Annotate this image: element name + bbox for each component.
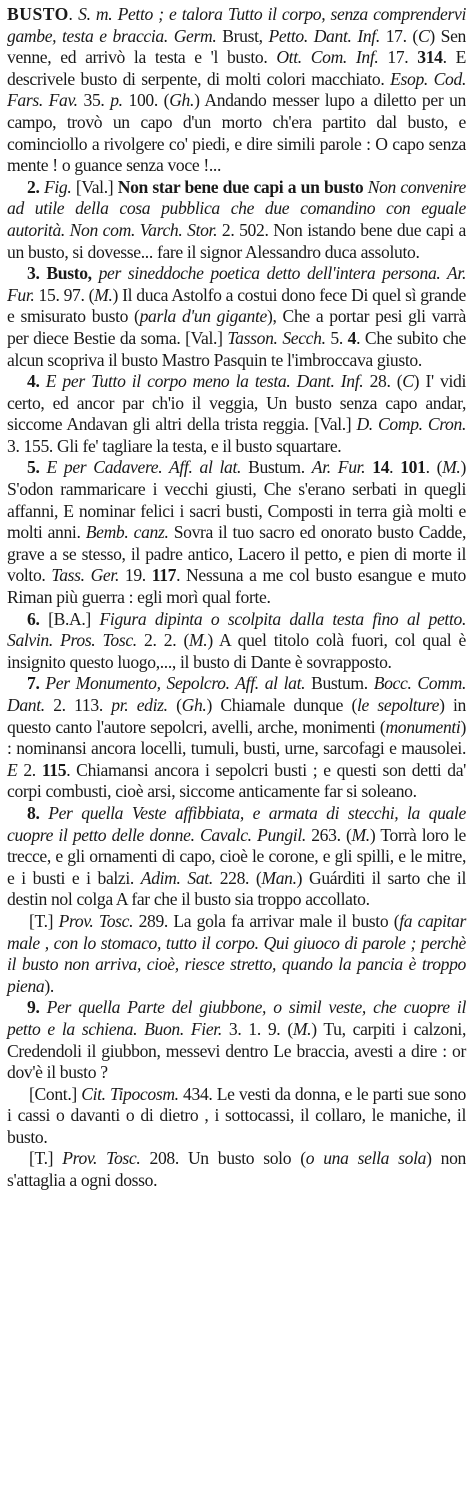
entry-text-segment: M. — [442, 457, 461, 478]
proverb-paragraph — [7, 911, 466, 997]
entry-text-segment: o una sella sola — [305, 1148, 427, 1169]
entry-text-segment: 2. 113. — [53, 695, 112, 715]
entry-text-segment: Gh. — [169, 90, 195, 111]
entry-text-segment: ) in questo canto l'autore sepolcri, avelli, arche, monimenti ( — [7, 695, 466, 737]
entry-text-segment: . E descrivele busto di serpente, di molti colori macchiato. — [7, 47, 467, 89]
sense-number: 7. — [27, 673, 40, 694]
entry-text-segment: C — [402, 371, 414, 392]
entry-text-segment: 2. 502. Non istando bene due capi a un busto, si dovesse... fare il signor Alessandro duca assoluto. — [7, 219, 467, 262]
sense-number: 8. — [27, 802, 40, 823]
entry-text-segment: Bustum. — [248, 457, 312, 478]
entry-text-segment: 17. — [387, 47, 418, 68]
sense-paragraph — [7, 609, 466, 674]
entry-text-segment: E per Cadavere. Aff. al lat. — [39, 457, 249, 478]
entry-text-segment: 2. — [23, 759, 42, 780]
entry-text-segment: E per Tutto il corpo meno la testa. Dant. Inf. — [39, 371, 370, 392]
entry-text-segment: . Che subito che alcun scopriva il busto Mastro Pasquin te l'imbroccava giusto. — [7, 327, 467, 370]
entry-text-segment: 117 — [151, 565, 177, 586]
entry-text-segment: 35. — [83, 90, 111, 111]
entry-text-segment: Figura dipinta o scolpita dalla testa fino al petto. Salvin. Pros. Tosc. — [7, 608, 467, 651]
entry-text-segment: M. — [94, 284, 113, 305]
entry-text-segment: Per quella Veste affibbiata, e armata di stecchi, la quale cuopre il petto delle donne. Cavalc. Pungil. — [7, 802, 466, 845]
entry-text-segment: Sovra il tuo sacro ed onorato busto Cadde, grave a se stesso, il padre antico, Lacero il petto, e pien di morte il volto. — [7, 522, 467, 586]
entry-text-segment: 28. ( — [369, 371, 403, 392]
entry-text-segment: [T.] — [29, 1148, 63, 1169]
sense-paragraph — [7, 177, 466, 263]
entry-text-segment: Prov. Tosc. — [62, 1148, 150, 1169]
entry-text-segment: Adim. Sat. — [140, 867, 220, 888]
entry-text-segment: Prov. Tosc. — [58, 910, 139, 931]
entry-text-segment: C — [417, 25, 430, 46]
entry-definition-head — [7, 4, 466, 177]
sense-number: 6. — [27, 608, 40, 629]
entry-text-segment: fa capitar male , con lo stomaco, tutto il corpo. Qui giuoco di parole ; perchè il busto non arriva, cioè, riesce stretto, quando la pancia è troppo piena — [7, 910, 466, 996]
entry-text-segment: 3. 1. 9. ( — [228, 1018, 293, 1039]
proverb-paragraph — [7, 1148, 466, 1191]
entry-text-segment: 4 — [347, 327, 357, 348]
entry-text-segment: 101 — [400, 457, 426, 478]
entry-text-segment: Man. — [261, 867, 297, 888]
sense-number: 3. — [27, 263, 40, 284]
entry-text-segment: Brust, — [222, 25, 269, 46]
entry-text-segment: p. — [110, 90, 129, 111]
entry-text-segment: 19. — [124, 565, 152, 586]
entry-text-segment: E — [7, 759, 24, 780]
entry-text-segment: ) I' vidi certo, ed ancor par ch'io il veggia, Un busto senza capo andar, siccome Andavan gli altri della trista reggia. [Val.] — [7, 371, 466, 435]
sense-paragraph — [7, 263, 466, 371]
entry-text-segment: ) Chiamale dunque ( — [206, 695, 357, 715]
entry-text-segment: Bemb. canz. — [85, 522, 174, 543]
entry-text-segment: parla d'un gigante — [139, 306, 268, 327]
entry-text-segment: ), Che a portar pesi gli varrà per diece Bestie da soma. [Val.] — [7, 306, 466, 348]
sense-paragraph — [7, 673, 466, 803]
entry-text-segment: ) Andando messer lupo a diletto per un campo, trovò un capo d'un morto ch'era partito dal busto, e cominciollo a rivolgere co' piedi, e dire simili parole : O capo senza mente ! o guance senza voce !... — [7, 90, 467, 176]
entry-text-segment: 2. 2. ( — [144, 630, 189, 651]
entry-text-segment: M. — [351, 824, 370, 845]
sense-number: 5. — [27, 457, 40, 478]
sense-number: 2. — [27, 176, 40, 197]
entry-text-segment: Non star bene due capi a un busto — [117, 176, 368, 197]
entry-text-segment: 100. ( — [128, 90, 170, 111]
entry-text-segment: Bustum. — [311, 673, 374, 694]
entry-text-segment: ) Guárditi il sarto che il destin nol colga A far che il busto sia troppo accollato. — [7, 867, 466, 910]
headword: BUSTO — [7, 4, 69, 24]
entry-text-segment: ( — [176, 695, 182, 715]
entry-text-segment: 208. Un busto solo ( — [149, 1148, 306, 1169]
entry-text-segment: 434. Le vesti da donna, e le parti sue sono i cassi o davanti o di dietro , i sottocassi, il collaro, le maniche, il busto. — [7, 1083, 466, 1147]
entry-text-segment: 289. La gola fa arrivar male il busto ( — [138, 910, 400, 931]
entry-text-segment: ) non s'attaglia a ogni dosso. — [7, 1148, 466, 1191]
entry-text-segment: Gh. — [181, 695, 207, 715]
entry-text-segment: [Val.] — [75, 176, 118, 197]
entry-text-segment: 17. ( — [385, 25, 418, 46]
sense-number: 9. — [27, 997, 40, 1018]
entry-text-segment: Per Monumento, Sepolcro. Aff. al lat. — [39, 673, 312, 694]
entry-text-segment: ) A quel titolo colà fuori, col qual è insignito questo luogo,..., il busto di Dante è sovrapposto. — [7, 630, 466, 672]
sense-paragraph — [7, 997, 466, 1083]
entry-text-segment: . Chiamansi ancora i sepolcri busti ; e questi son detti da' corpi combusti, cioè arsi, siccome anticamente far si soleano. — [7, 759, 467, 802]
entry-text-segment: 3. 155. Gli fe' tagliare la testa, e il busto squartare. — [7, 435, 342, 456]
entry-text-segment: . ( — [425, 457, 443, 478]
entry-text-segment: [T.] — [29, 910, 59, 931]
entry-text-segment: [Cont.] — [29, 1083, 82, 1104]
entry-text-segment: 14 — [372, 457, 390, 478]
sense-paragraph — [7, 457, 466, 608]
entry-text-segment: Ott. Com. Inf. — [276, 47, 388, 68]
entry-text-segment: Bocc. Comm. Dant. — [7, 673, 467, 715]
entry-text-segment: Tasson. Secch. — [227, 327, 331, 348]
entry-text-segment: le sepolture — [357, 695, 440, 715]
entry-text-segment: Busto, — [39, 263, 99, 284]
entry-text-segment: Tass. Ger. — [51, 565, 125, 586]
entry-text-segment: 115 — [41, 759, 67, 780]
entry-text-segment: ) : nominansi ancora locelli, tumuli, busti, urne, sarcofagi e mausolei. — [7, 716, 466, 759]
entry-text-segment: 15. 97. ( — [38, 284, 95, 305]
entry-text-segment: Petto. Dant. Inf. — [268, 25, 386, 46]
entry-text-segment: 5. — [330, 327, 348, 348]
entry-text-segment: pr. ediz. — [111, 695, 177, 715]
proverb-paragraph — [7, 1084, 466, 1149]
entry-text-segment: M. — [292, 1018, 312, 1039]
entry-text-segment: Ar. Fur. — [311, 457, 373, 478]
entry-text-segment: ) S'odon rammaricare i vecchi giusti, Che s'erano serbati in quegli affanni, E nominar felici i sacri busti, Composti in terra già molti e molti anni. — [7, 457, 466, 543]
entry-text-segment: 228. ( — [219, 867, 262, 888]
entry-text-segment: 314 — [417, 47, 443, 68]
entry-text-segment: . Nessuna a me col busto esangue e muto Riman più guerra : egli morì qual forte. — [7, 565, 466, 608]
entry-text-segment: Cit. Tipocosm. — [81, 1083, 184, 1104]
entry-text-segment: D. Comp. Cron. — [356, 414, 467, 435]
entry-text-segment: Per quella Parte del giubbone, o simil veste, che cuopre il petto e la schiena. Buon. Fier. — [7, 997, 466, 1039]
entry-text-segment: ) Torrà loro le trecce, e gli ornamenti di capo, cioè le corone, e gli spilli, e le mitre, e i busti e i balzi. — [7, 824, 466, 888]
entry-text-segment: monumenti — [385, 716, 461, 737]
entry-text-segment: ) Sen venne, ed arrivò la testa e 'l busto. — [7, 25, 466, 68]
sense-paragraph — [7, 371, 466, 457]
entry-text-segment: ) Il duca Astolfo a costui dono fece Di quel sì grande e smisurato busto ( — [7, 284, 466, 327]
entry-text-segment: ) Tu, carpiti i calzoni, Credendoli il giubbon, messevi dentro Le braccia, avesti a dire : or dov'è il busto ? — [7, 1018, 467, 1083]
sense-paragraph — [7, 803, 466, 911]
dictionary-entry-busto — [7, 4, 466, 1192]
entry-text-segment: . S. m. Petto ; e talora Tutto il corpo, senza comprendervi gambe, testa e braccia. Germ. — [7, 4, 466, 46]
entry-text-segment: per sineddoche poetica detto dell'intera persona. Ar. Fur. — [7, 263, 466, 305]
entry-text-segment: ). — [44, 975, 54, 996]
entry-text-segment: Esop. Cod. Fars. Fav. — [7, 68, 467, 111]
entry-text-segment: Fig. — [39, 176, 76, 197]
entry-text-segment: 263. ( — [311, 824, 352, 845]
entry-text-segment: [B.A.] — [39, 608, 100, 629]
entry-text-segment: . — [389, 457, 401, 478]
entry-text-segment: Non convenire ad utile della cosa pubblica che due comandino con eguale autorità. Non com. Varch. Stor. — [7, 176, 466, 240]
sense-number: 4. — [27, 371, 40, 392]
entry-text-segment: M. — [188, 630, 208, 651]
